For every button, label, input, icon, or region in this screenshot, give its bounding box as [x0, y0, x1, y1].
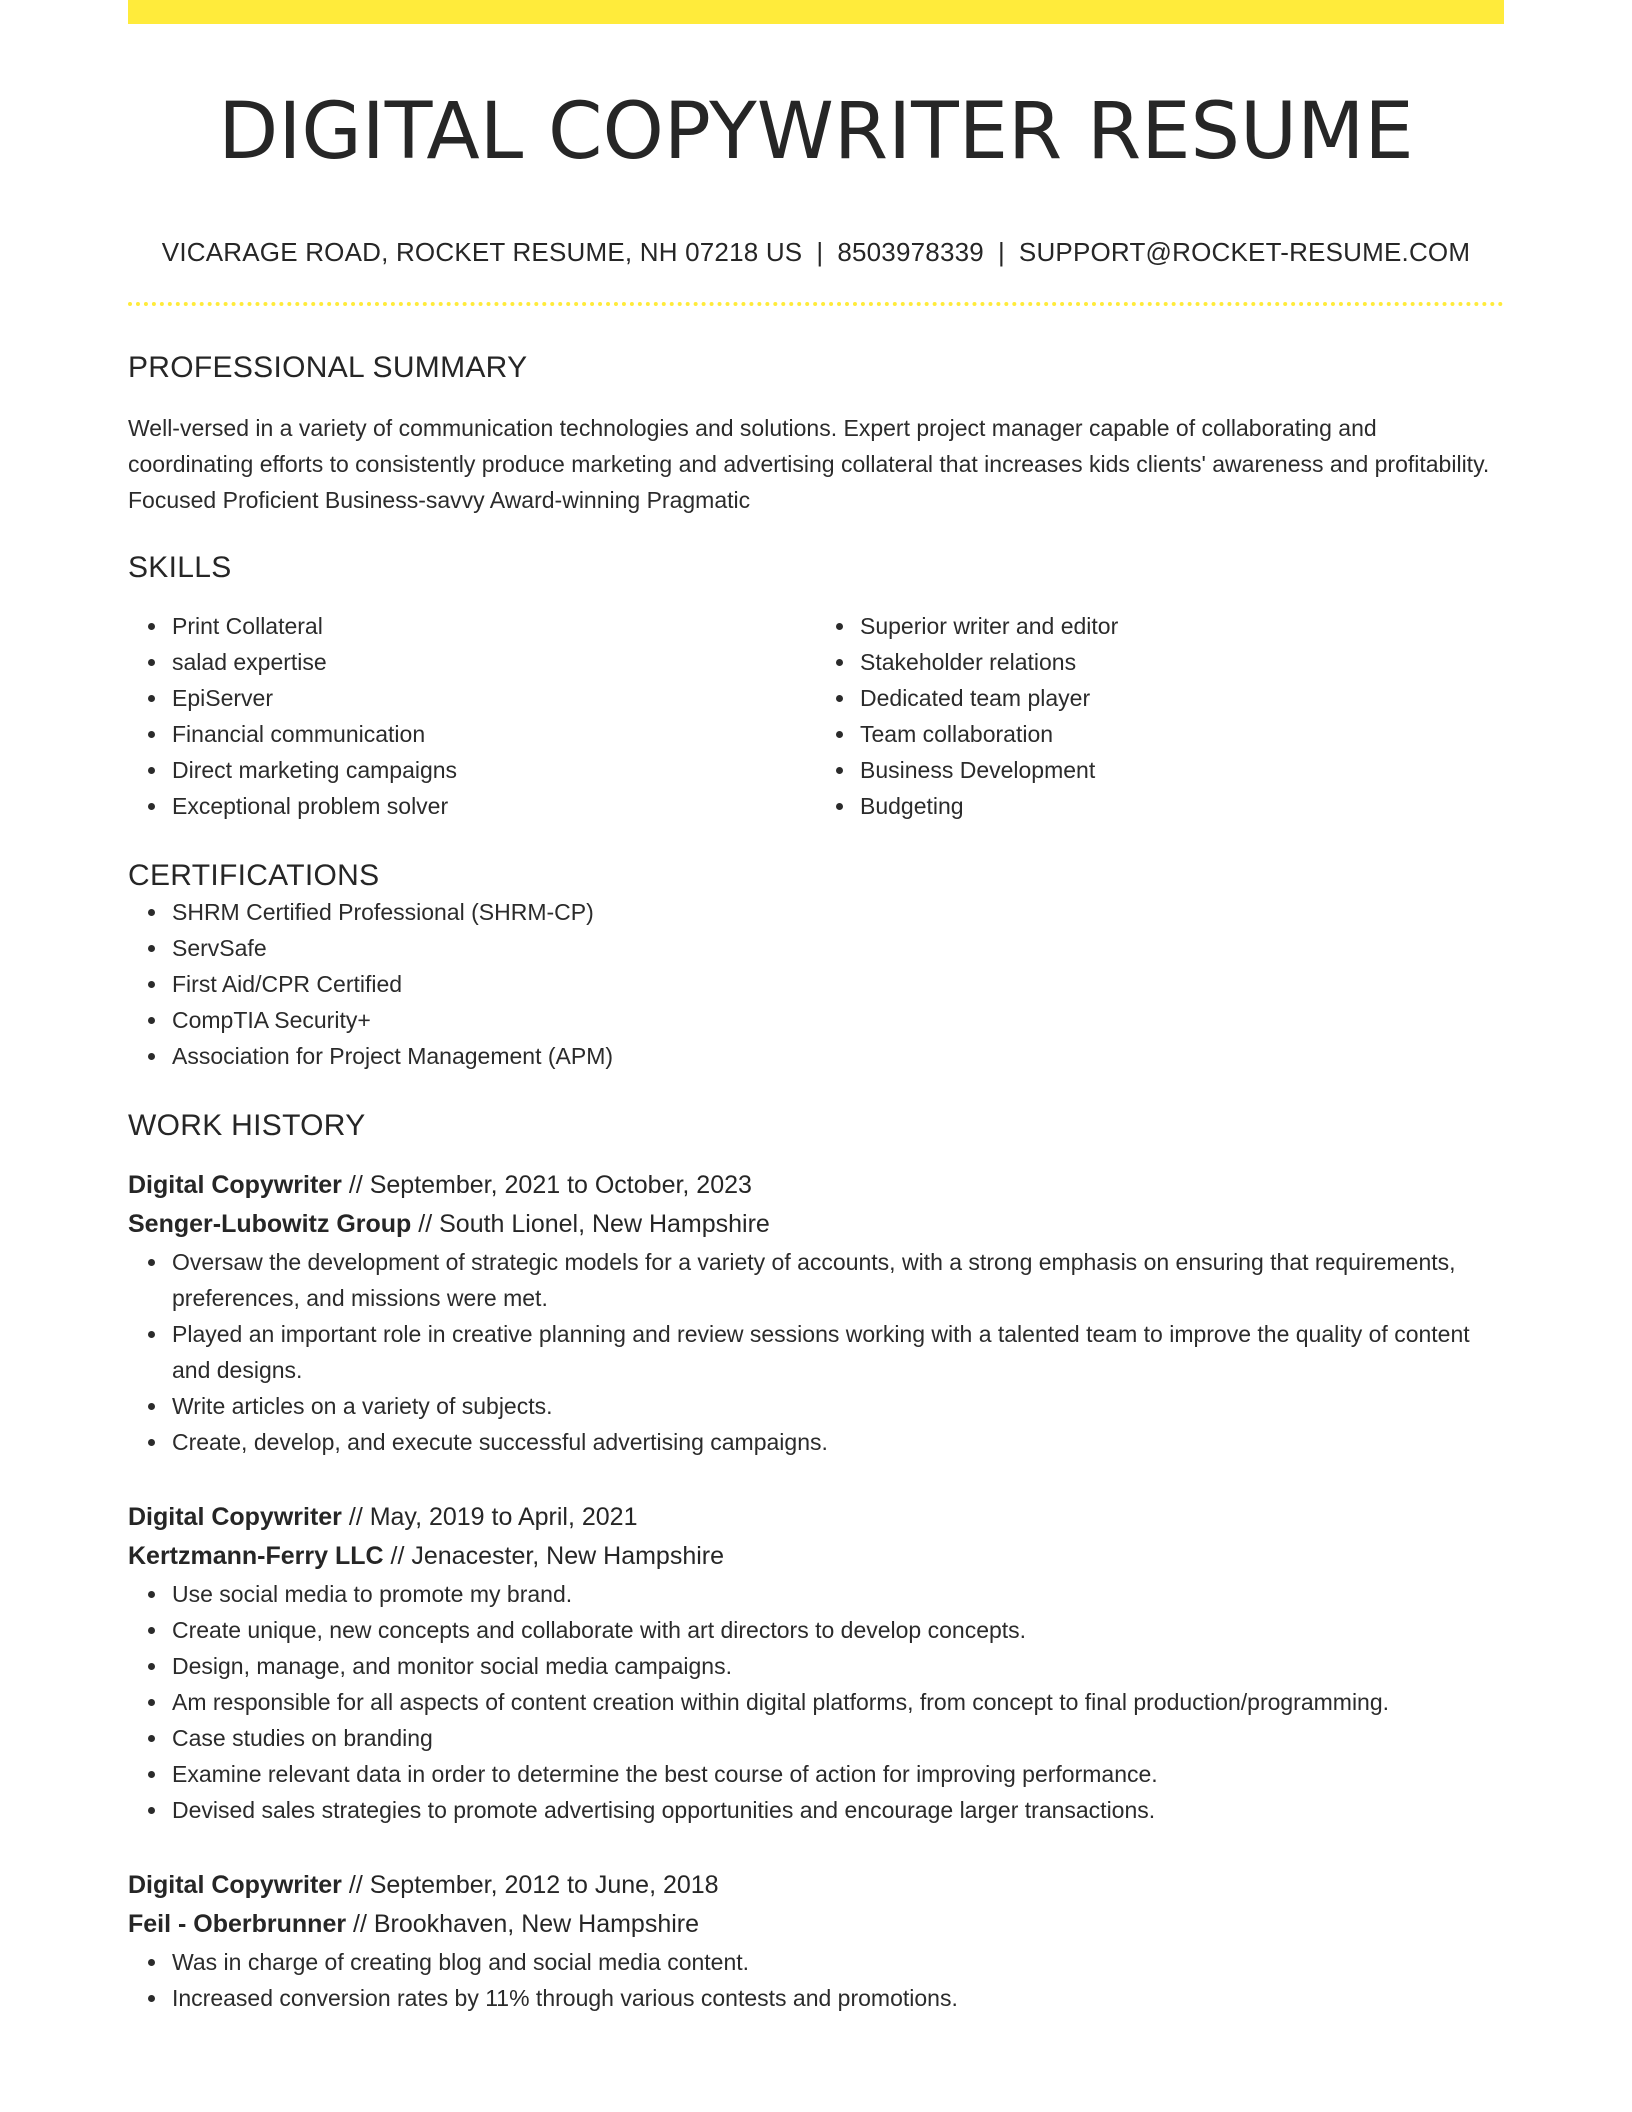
job-bullets — [128, 1944, 1504, 2016]
resume-title: DIGITAL COPYWRITER RESUME — [218, 87, 1414, 177]
job-company: Feil - Oberbrunner — [128, 1910, 347, 1938]
skill-item: Financial communication — [172, 716, 816, 752]
skill-item: Direct marketing campaigns — [172, 752, 816, 788]
job-company: Kertzmann-Ferry LLC — [128, 1542, 384, 1570]
contact-separator: | — [997, 237, 1005, 267]
job-location: // Brookhaven, New Hampshire — [346, 1910, 700, 1938]
skills-list-right — [816, 608, 1504, 824]
job-bullet: Was in charge of creating blog and social media content. — [172, 1944, 1504, 1980]
skill-item: EpiServer — [172, 680, 816, 716]
skill-item: Superior writer and editor — [860, 608, 1504, 644]
contact-line — [128, 236, 1504, 268]
job-location: // South Lionel, New Hampshire — [411, 1210, 770, 1238]
job-bullet: Devised sales strategies to promote advertising opportunities and encourage larger transactions. — [172, 1792, 1504, 1828]
job-bullet: Oversaw the development of strategic models for a variety of accounts, with a strong emphasis on ensuring that requirements, preferences, and missions were met. — [172, 1244, 1504, 1316]
certifications-list — [128, 894, 1504, 1074]
resume-page — [128, 0, 1504, 2016]
job-bullet: Examine relevant data in order to determine the best course of action for improving performance. — [172, 1756, 1504, 1792]
skill-item: Budgeting — [860, 788, 1504, 824]
skill-item: salad expertise — [172, 644, 816, 680]
job-bullets — [128, 1576, 1504, 1828]
job-bullet: Design, manage, and monitor social media campaigns. — [172, 1648, 1504, 1684]
contact-address: VICARAGE ROAD, ROCKET RESUME, NH 07218 US — [161, 237, 803, 267]
job-bullet: Am responsible for all aspects of content creation within digital platforms, from concept to final production/programming. — [172, 1684, 1504, 1720]
skills-list-left — [128, 608, 816, 824]
skill-item: Stakeholder relations — [860, 644, 1504, 680]
work-history-heading: WORK HISTORY — [128, 1109, 366, 1142]
job-bullet: Create unique, new concepts and collaborate with art directors to develop concepts. — [172, 1612, 1504, 1648]
summary-text: Well-versed in a variety of communication technologies and solutions. Expert project manager capable of collaborating and coordinating efforts to consistently produce marketing and advertising collateral that increases kids clients' awareness and profitability. Focused Proficient Business-savvy Award-winning Pragmatic — [128, 415, 1490, 513]
job-bullet: Played an important role in creative planning and review sessions working with a talented team to improve the quality of content and designs. — [172, 1316, 1504, 1388]
job-dates: // September, 2012 to June, 2018 — [341, 1871, 719, 1899]
job-role-line — [128, 1166, 1504, 1205]
job-dates: // May, 2019 to April, 2021 — [341, 1503, 638, 1531]
contact-separator: | — [816, 237, 824, 267]
job-company: Senger-Lubowitz Group — [128, 1210, 412, 1238]
skill-item: Exceptional problem solver — [172, 788, 816, 824]
skills-heading: SKILLS — [128, 551, 232, 584]
job-bullet: Write articles on a variety of subjects. — [172, 1388, 1504, 1424]
certification-item: CompTIA Security+ — [172, 1002, 1504, 1038]
job-role-line — [128, 1498, 1504, 1537]
job-role: Digital Copywriter — [128, 1171, 342, 1199]
certification-item: First Aid/CPR Certified — [172, 966, 1504, 1002]
job-company-line — [128, 1205, 1504, 1244]
job-bullets — [128, 1244, 1504, 1460]
certification-item: ServSafe — [172, 930, 1504, 966]
job-entry — [128, 1866, 1504, 2016]
job-company-line — [128, 1537, 1504, 1576]
dotted-divider — [128, 302, 1504, 306]
job-bullet: Use social media to promote my brand. — [172, 1576, 1504, 1612]
job-location: // Jenacester, New Hampshire — [383, 1542, 725, 1570]
certification-item: Association for Project Management (APM) — [172, 1038, 1504, 1074]
job-bullet: Create, develop, and execute successful advertising campaigns. — [172, 1424, 1504, 1460]
job-role: Digital Copywriter — [128, 1503, 342, 1531]
job-entry — [128, 1498, 1504, 1828]
accent-top-bar — [128, 0, 1504, 24]
contact-email[interactable]: SUPPORT@ROCKET-RESUME.COM — [1018, 237, 1471, 267]
skill-item: Print Collateral — [172, 608, 816, 644]
job-bullet: Increased conversion rates by 11% through various contests and promotions. — [172, 1980, 1504, 2016]
summary-heading: PROFESSIONAL SUMMARY — [128, 351, 528, 384]
job-role: Digital Copywriter — [128, 1871, 342, 1899]
contact-phone[interactable]: 8503978339 — [837, 237, 984, 267]
job-bullet: Case studies on branding — [172, 1720, 1504, 1756]
job-role-line — [128, 1866, 1504, 1905]
skill-item: Business Development — [860, 752, 1504, 788]
job-company-line — [128, 1905, 1504, 1944]
skills-columns — [128, 608, 1504, 824]
job-entry — [128, 1166, 1504, 1460]
job-dates: // September, 2021 to October, 2023 — [341, 1171, 752, 1199]
certifications-heading: CERTIFICATIONS — [128, 859, 380, 892]
skill-item: Team collaboration — [860, 716, 1504, 752]
certification-item: SHRM Certified Professional (SHRM-CP) — [172, 894, 1504, 930]
skill-item: Dedicated team player — [860, 680, 1504, 716]
